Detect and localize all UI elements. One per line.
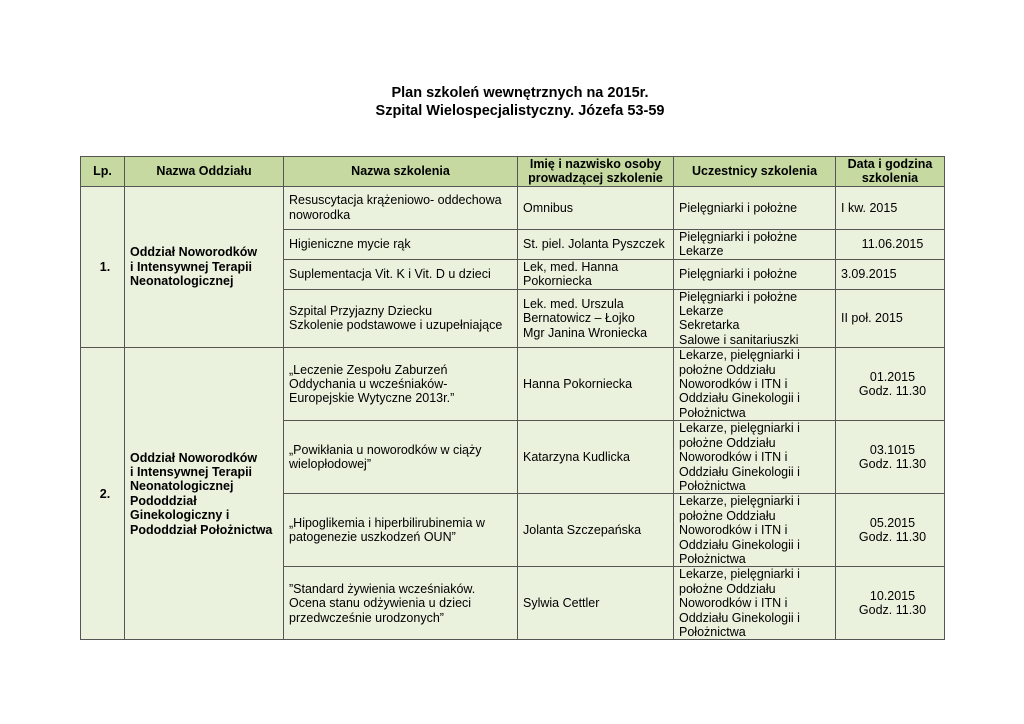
- participants: Pielęgniarki i położne Lekarze: [674, 229, 836, 259]
- trainer-name: Omnibus: [518, 186, 674, 229]
- participants: Lekarze, pielęgniarki i położne Oddziału Noworodków i ITN i Oddziału Ginekologii i Położnictwa: [674, 348, 836, 421]
- training-name: Higieniczne mycie rąk: [284, 229, 518, 259]
- training-date: 01.2015 Godz. 11.30: [836, 348, 945, 421]
- participants: Pielęgniarki i położne: [674, 186, 836, 229]
- trainer-name: Lek, med. Hanna Pokorniecka: [518, 259, 674, 289]
- participants: Lekarze, pielęgniarki i położne Oddziału Noworodków i ITN i Oddziału Ginekologii i Położnictwa: [674, 494, 836, 567]
- header-szkolenie: Nazwa szkolenia: [284, 157, 518, 187]
- training-date: 05.2015 Godz. 11.30: [836, 494, 945, 567]
- training-date: I kw. 2015: [836, 186, 945, 229]
- training-plan-table: [80, 156, 945, 640]
- training-date: 10.2015 Godz. 11.30: [836, 567, 945, 640]
- department-name: Oddział Noworodków i Intensywnej Terapii Neonatologicznej Pododdział Ginekologiczny i Pododdział Położnictwa: [125, 348, 284, 640]
- title-line-2: Szpital Wielospecjalistyczny. Józefa 53-59: [375, 103, 665, 119]
- training-name: „Leczenie Zespołu Zaburzeń Oddychania u wcześniaków- Europejskie Wytyczne 2013r.”: [284, 348, 518, 421]
- table-row: [81, 348, 945, 421]
- training-date: 03.1015 Godz. 11.30: [836, 421, 945, 494]
- header-uczestnicy: Uczestnicy szkolenia: [674, 157, 836, 187]
- participants: Pielęgniarki i położne Lekarze Sekretarka Salowe i sanitariuszki: [674, 289, 836, 348]
- training-name: „Powikłania u noworodków w ciąży wielopłodowej”: [284, 421, 518, 494]
- participants: Lekarze, pielęgniarki i położne Oddziału Noworodków i ITN i Oddziału Ginekologii i Położnictwa: [674, 567, 836, 640]
- training-name: Szpital Przyjazny Dziecku Szkolenie podstawowe i uzupełniające: [284, 289, 518, 348]
- participants: Pielęgniarki i położne: [674, 259, 836, 289]
- header-oddzial: Nazwa Oddziału: [125, 157, 284, 187]
- header-lp: Lp.: [81, 157, 125, 187]
- training-name: „Hipoglikemia i hiperbilirubinemia w patogenezie uszkodzeń OUN”: [284, 494, 518, 567]
- group-number: 1.: [81, 186, 125, 347]
- participants: Lekarze, pielęgniarki i położne Oddziału Noworodków i ITN i Oddziału Ginekologii i Położnictwa: [674, 421, 836, 494]
- group-number: 2.: [81, 348, 125, 640]
- training-date: 3.09.2015: [836, 259, 945, 289]
- trainer-name: Jolanta Szczepańska: [518, 494, 674, 567]
- header-prowadzacy: Imię i nazwisko osoby prowadzącej szkolenie: [518, 157, 674, 187]
- department-name: Oddział Noworodków i Intensywnej Terapii Neonatologicznej: [125, 186, 284, 347]
- title-line-1: Plan szkoleń wewnętrznych na 2015r.: [391, 85, 649, 101]
- training-name: Suplementacja Vit. K i Vit. D u dzieci: [284, 259, 518, 289]
- table-header-row: [81, 157, 945, 187]
- training-name: Resuscytacja krążeniowo- oddechowa noworodka: [284, 186, 518, 229]
- trainer-name: Lek. med. Urszula Bernatowicz – Łojko Mgr Janina Wroniecka: [518, 289, 674, 348]
- header-data: Data i godzina szkolenia: [836, 157, 945, 187]
- trainer-name: Katarzyna Kudlicka: [518, 421, 674, 494]
- trainer-name: St. piel. Jolanta Pyszczek: [518, 229, 674, 259]
- trainer-name: Sylwia Cettler: [518, 567, 674, 640]
- training-date: 11.06.2015: [836, 229, 945, 259]
- table-row: [81, 186, 945, 229]
- trainer-name: Hanna Pokorniecka: [518, 348, 674, 421]
- training-date: II poł. 2015: [836, 289, 945, 348]
- training-name: ”Standard żywienia wcześniaków. Ocena stanu odżywienia u dzieci przedwcześnie urodzonych”: [284, 567, 518, 640]
- document-title: [0, 84, 1024, 120]
